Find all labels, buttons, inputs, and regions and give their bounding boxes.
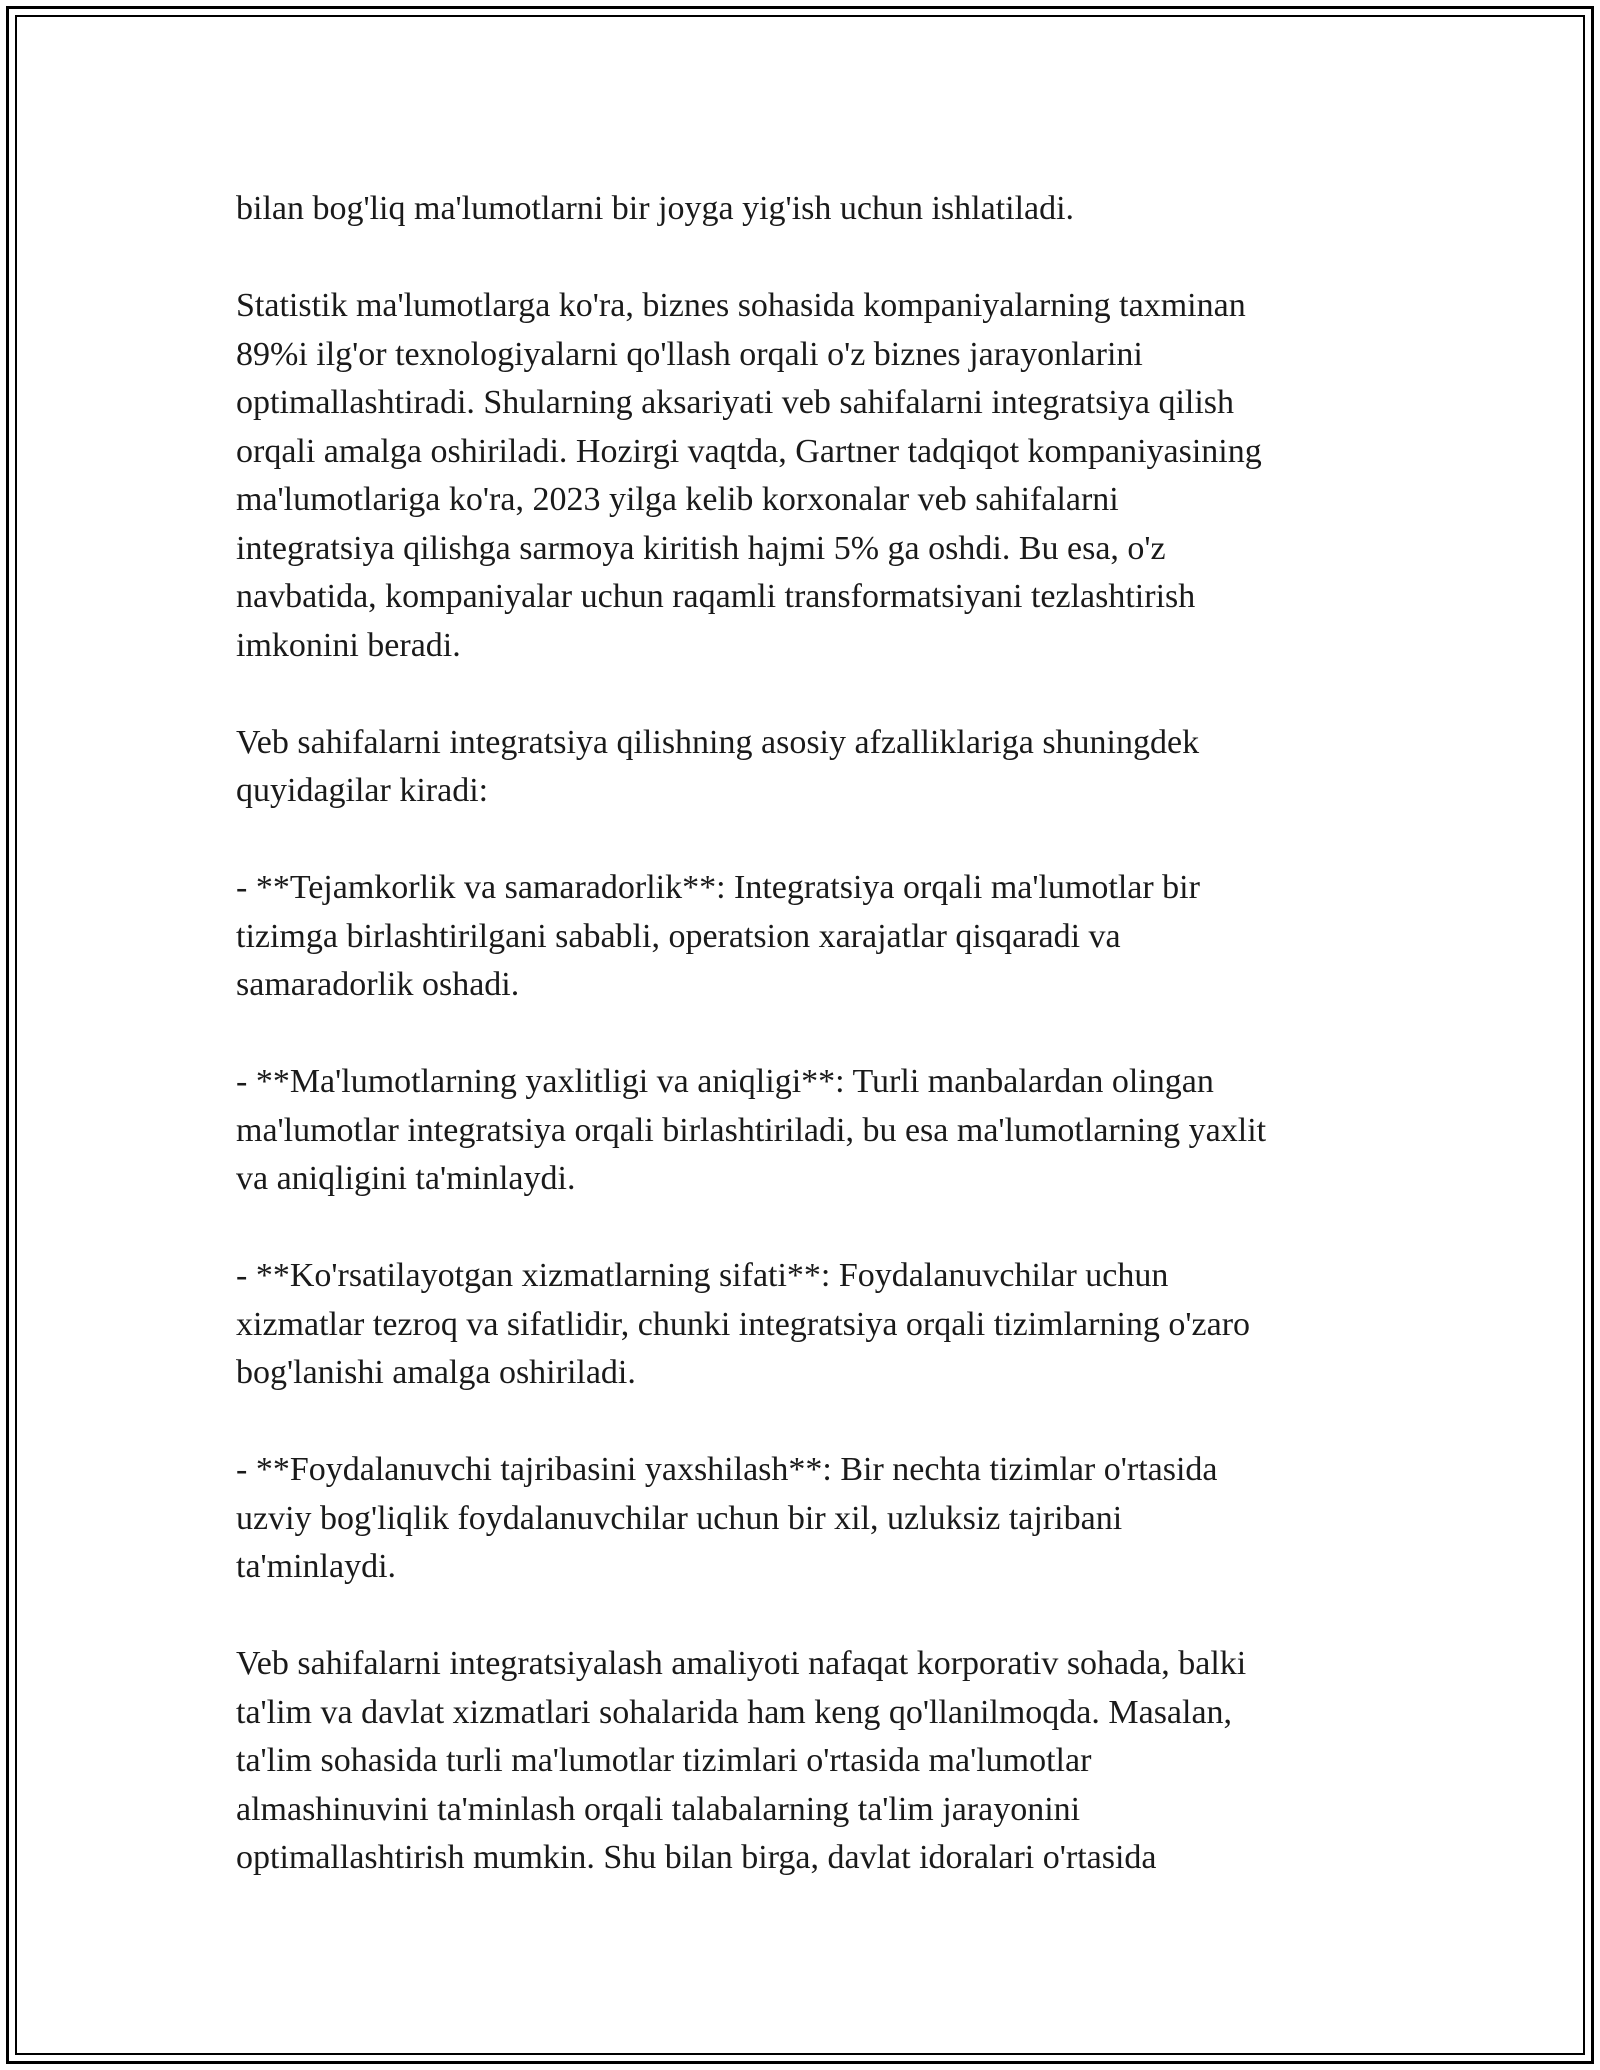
text-line: - **Ko'rsatilayotgan xizmatlarning sifati**: Foydalanuvchilar uchun <box>236 1257 1169 1294</box>
text-line: tizimga birlashtirilgani sababli, operatsion xarajatlar qisqaradi va <box>236 917 1121 955</box>
text-line: imkonini beradi. <box>236 626 461 664</box>
paragraph <box>236 1640 1366 1883</box>
text-line: orqali amalga oshiriladi. Hozirgi vaqtda, Gartner tadqiqot kompaniyasining <box>236 432 1262 470</box>
text-line: Veb sahifalarni integratsiya qilishning asosiy afzalliklariga shuningdek <box>236 723 1200 761</box>
text-line: almashinuvini ta'minlash orqali talabalarning ta'lim jarayonini <box>236 1790 1081 1828</box>
paragraph <box>236 719 1366 816</box>
document-body <box>236 185 1366 1883</box>
text-line: optimallashtiradi. Shularning aksariyati veb sahifalarni integratsiya qilish <box>236 384 1235 421</box>
text-line: xizmatlar tezroq va sifatlidir, chunki integratsiya orqali tizimlarning o'zaro <box>236 1305 1251 1343</box>
paragraph <box>236 1252 1366 1398</box>
text-line: ma'lumotlariga ko'ra, 2023 yilga kelib korxonalar veb sahifalarni <box>236 481 1119 518</box>
text-line: - **Tejamkorlik va samaradorlik**: Integratsiya orqali ma'lumotlar bir <box>236 869 1200 906</box>
text-line: 89%i ilg'or texnologiyalarni qo'llash orqali o'z biznes jarayonlarini <box>236 335 1143 373</box>
text-line: optimallashtirish mumkin. Shu bilan birga, davlat idoralari o'rtasida <box>236 1839 1157 1876</box>
text-line: ta'minlaydi. <box>236 1548 397 1585</box>
text-line: bilan bog'liq ma'lumotlarni bir joyga yig'ish uchun ishlatiladi. <box>236 190 1075 227</box>
paragraph <box>236 1446 1366 1592</box>
paragraph <box>236 282 1366 670</box>
text-line: ta'lim va davlat xizmatlari sohalarida ham keng qo'llanilmoqda. Masalan, <box>236 1693 1233 1731</box>
text-line: samaradorlik oshadi. <box>236 966 520 1003</box>
text-line: Veb sahifalarni integratsiyalash amaliyoti nafaqat korporativ sohada, balki <box>236 1645 1247 1682</box>
text-line: bog'lanishi amalga oshiriladi. <box>236 1354 636 1391</box>
text-line: uzviy bog'liqlik foydalanuvchilar uchun bir xil, uzluksiz tajribani <box>236 1499 1123 1537</box>
text-line: Statistik ma'lumotlarga ko'ra, biznes sohasida kompaniyalarning taxminan <box>236 287 1246 324</box>
text-line: - **Ma'lumotlarning yaxlitligi va aniqligi**: Turli manbalardan olingan <box>236 1063 1214 1100</box>
text-line: ta'lim sohasida turli ma'lumotlar tizimlari o'rtasida ma'lumotlar <box>236 1742 1092 1779</box>
paragraph <box>236 1058 1366 1204</box>
text-line: va aniqligini ta'minlaydi. <box>236 1160 576 1197</box>
text-line: quyidagilar kiradi: <box>236 772 489 809</box>
text-line: integratsiya qilishga sarmoya kiritish hajmi 5% ga oshdi. Bu esa, o'z <box>236 529 1166 567</box>
text-line: navbatida, kompaniyalar uchun raqamli transformatsiyani tezlashtirish <box>236 578 1196 615</box>
paragraph <box>236 185 1366 234</box>
text-line: - **Foydalanuvchi tajribasini yaxshilash**: Bir nechta tizimlar o'rtasida <box>236 1451 1218 1488</box>
paragraph <box>236 864 1366 1010</box>
text-line: ma'lumotlar integratsiya orqali birlashtiriladi, bu esa ma'lumotlarning yaxlit <box>236 1111 1267 1149</box>
